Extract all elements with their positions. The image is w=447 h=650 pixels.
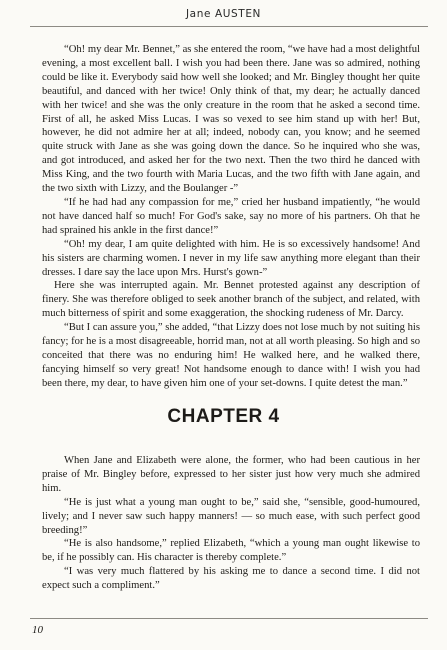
page-number: 10 [32, 624, 43, 636]
paragraph: “If he had had any compassion for me,” cried her husband impatiently, “he would not have danced half so much! For God's sake, say no more of his partners. Oh that he had sprained his ankle in the first dance!” [42, 196, 420, 236]
paragraph: “Oh! my dear, I am quite delighted with him. He is so excessively handsome! And his sisters are charming women. I never in my life saw anything more elegant than their dresses. I dare say the lace upon Mrs. Hurst's gown-” [42, 238, 420, 278]
paragraph: “I was very much flattered by his asking me to dance a second time. I did not expect such a compliment.” [42, 566, 420, 592]
paragraph: When Jane and Elizabeth were alone, the former, who had been cautious in her praise of Mr. Bingley before, expressed to her sister just how very much she admired him. [42, 455, 420, 494]
paragraph: “He is just what a young man ought to be,” said she, “sensible, good-humoured, lively; and I never saw such happy manners! — so much ease, with such perfect good breeding!” [42, 496, 420, 536]
paragraph: “He is also handsome,” replied Elizabeth, “which a young man ought likewise to be, if he possibly can. His character is thereby complete.” [42, 538, 420, 564]
chapter-heading: CHAPTER 4 [167, 406, 280, 427]
footer-rule [30, 618, 428, 619]
text-block-chapter-4 [42, 454, 420, 593]
paragraph: Here she was interrupted again. Mr. Bennet protested against any description of finery. She was therefore obliged to seek another branch of the subject, and related, with much bitterness of spirit and some exaggeration, the shocking rudeness of Mr. Darcy. [42, 280, 420, 320]
paragraph: “Oh! my dear Mr. Bennet,” as she entered the room, “we have had a most delightful evening, a most excellent ball. I wish you had been there. Jane was so admired, nothing could be like it. Everybody said how well she looked; and Mr. Bingley thought her quite beautiful, and danced with her twice! Only think of that, my dear; he actually danced with her twice! and she was the only creature in the room that he asked a second time. First of all, he asked Miss Lucas. I was so vexed to see him stand up with her! But, however, he did not admire her at all; indeed, nobody can, you know; and he seemed quite struck with Jane as she was going down the dance. So he inquired who she was, and got introduced, and asked her for the two next. Then the two third he danced with Miss King, and the two fourth with Maria Lucas, and the two fifth with Jane again, and the two sixth with Lizzy, and the Boulanger -” [42, 44, 420, 195]
header-rule [30, 26, 428, 27]
paragraph: “But I can assure you,” she added, “that Lizzy does not lose much by not suiting his fancy; for he is a most disagreeable, horrid man, not at all worth pleasing. So high and so conceited that there was no enduring him! He walked here, and he walked there, fancying himself so very great! Not handsome enough to dance with! I wish you had been there, my dear, to have given him one of your set-downs. I quite detest the man.” [42, 322, 420, 389]
text-block-chapter-3-end [42, 43, 420, 391]
running-head: Jane AUSTEN [185, 8, 262, 20]
